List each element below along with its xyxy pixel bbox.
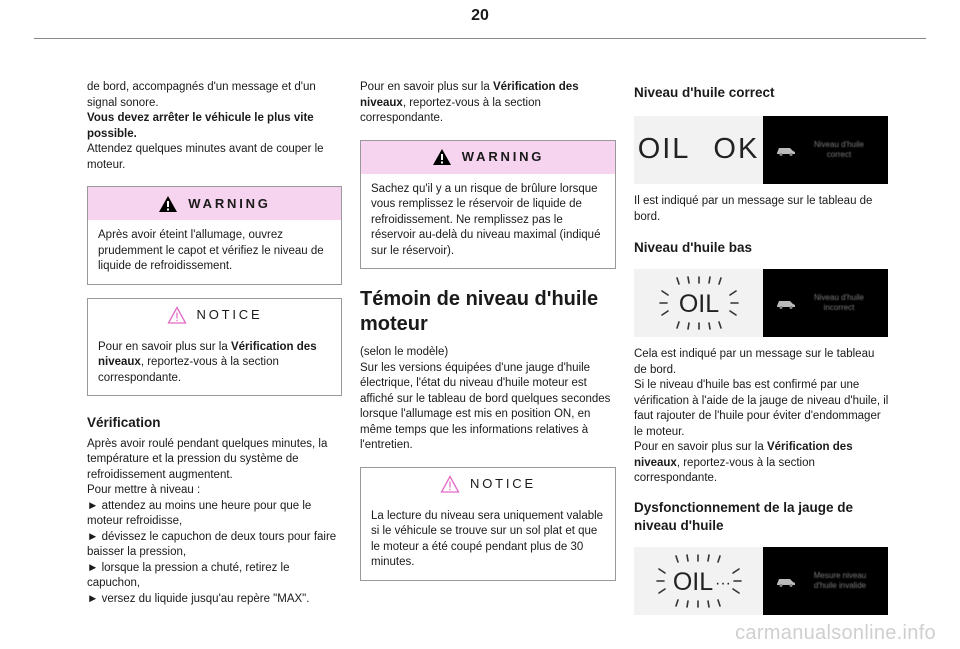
section-title-verification: Vérification [87, 415, 161, 430]
notice-box [360, 467, 616, 581]
notice-text: La lecture du niveau sera uniquement valable si le véhicule se trouve sur un sol plat et que le moteur a été coupé pendant plus de 30 minutes. [371, 509, 604, 568]
warning-box [87, 186, 342, 285]
warning-text: Sachez qu'il y a un risque de brûlure lorsque vous remplissez le réservoir de liquide de refroidissement. Ne remplissez pas le réservoir au-delà du niveau maximal (indiqué sur le réservoir). [371, 182, 601, 257]
svg-text:···: ··· [714, 574, 731, 592]
warning-text: Après avoir éteint l'allumage, ouvrez prudemment le capot et vérifiez le niveau de liquide de refroidissement. [98, 229, 324, 272]
list-item: ► versez du liquide jusqu'au repère "MAX". [87, 592, 310, 605]
notice-text: Pour en savoir plus sur la Vérification des niveaux, reportez-vous à la section correspondante. [98, 340, 317, 384]
dashboard-message: Mesure niveau d'huile invalide [813, 570, 867, 590]
warning-title: WARNING [461, 149, 545, 165]
car-icon [775, 144, 797, 156]
column-3 [634, 84, 890, 625]
section-title-oil-low: Niveau d'huile bas [634, 240, 752, 255]
dashboard-message: Niveau d'huile correct [813, 140, 864, 159]
warning-header [361, 141, 615, 174]
warning-box [360, 140, 616, 270]
dashboard-message: Niveau d'huile incorrect [813, 293, 864, 312]
notice-header [88, 299, 341, 332]
car-icon [775, 297, 797, 309]
notice-title: NOTICE [470, 476, 536, 492]
paragraph: (selon le modèle) Sur les versions équipées d'une jauge d'huile électrique, l'état du niveau d'huile moteur est affiché sur le tableau de bord quelques secondes lorsque l'allumage est mis en position ON, en même temps que les informations relatives à l'entretien. [360, 346, 611, 451]
warning-header [88, 187, 341, 220]
paragraph: Attendez quelques minutes avant de couper le moteur. [87, 143, 324, 171]
oil-ok-illustration [634, 116, 890, 184]
notice-triangle-icon [167, 306, 187, 324]
top-rule [34, 38, 926, 39]
paragraph: Après avoir roulé pendant quelques minutes, la température et la pression du système de refroidissement augmentent. [87, 437, 328, 481]
paragraph-bold: Vous devez arrêter le véhicule le plus vite possible. [87, 112, 314, 140]
paragraph: Il est indiqué par un message sur le tableau de bord. [634, 195, 873, 223]
warning-title: WARNING [188, 195, 271, 211]
car-icon [775, 575, 797, 587]
page-number: 20 [471, 7, 489, 24]
svg-text:OIL: OIL [678, 290, 719, 318]
notice-triangle-icon [440, 475, 460, 493]
warning-triangle-icon [432, 148, 452, 166]
paragraph: Pour en savoir plus sur la Vérification des niveaux, reportez-vous à la section correspondante. [360, 81, 579, 124]
list-item: ► lorsque la pression a chuté, retirez le capuchon, [87, 561, 290, 589]
section-title-oil-correct: Niveau d'huile correct [634, 85, 775, 100]
oil-warning-rays-icon [654, 273, 744, 333]
notice-title: NOTICE [196, 307, 263, 323]
list-item: ► attendez au moins une heure pour que le moteur refroidisse, [87, 499, 312, 527]
column-2 [360, 80, 616, 581]
notice-box [87, 298, 342, 397]
watermark: carmanualsonline.info [735, 621, 936, 644]
paragraph: Pour en savoir plus sur la Vérification des niveaux, reportez-vous à la section correspondante. [634, 441, 853, 484]
oil-warning-rays-icon [651, 551, 747, 611]
oil-low-illustration [634, 269, 890, 337]
notice-header [361, 468, 615, 501]
column-1 [87, 80, 342, 607]
section-title-oil-gauge-fault: Dysfonctionnement de la jauge de niveau d'huile [634, 499, 854, 533]
paragraph: Cela est indiqué par un message sur le tableau de bord. Si le niveau d'huile bas est confirmé par une vérification à l'aide de la jauge de niveau d'huile, il faut rajouter de l'huile pour éviter d'endommager le moteur. [634, 348, 889, 438]
list-item: ► dévissez le capuchon de deux tours pour faire baisser la pression, [87, 530, 337, 558]
section-title-oil-level-indicator: Témoin de niveau d'huile moteur [360, 288, 599, 335]
paragraph: de bord, accompagnés d'un message et d'un signal sonore. [87, 81, 316, 109]
oil-ok-text: OIL OK [637, 133, 760, 166]
paragraph: Pour mettre à niveau : [87, 484, 201, 496]
oil-gauge-fault-illustration [634, 547, 890, 615]
warning-triangle-icon [158, 195, 178, 213]
svg-text:OIL: OIL [672, 567, 713, 596]
